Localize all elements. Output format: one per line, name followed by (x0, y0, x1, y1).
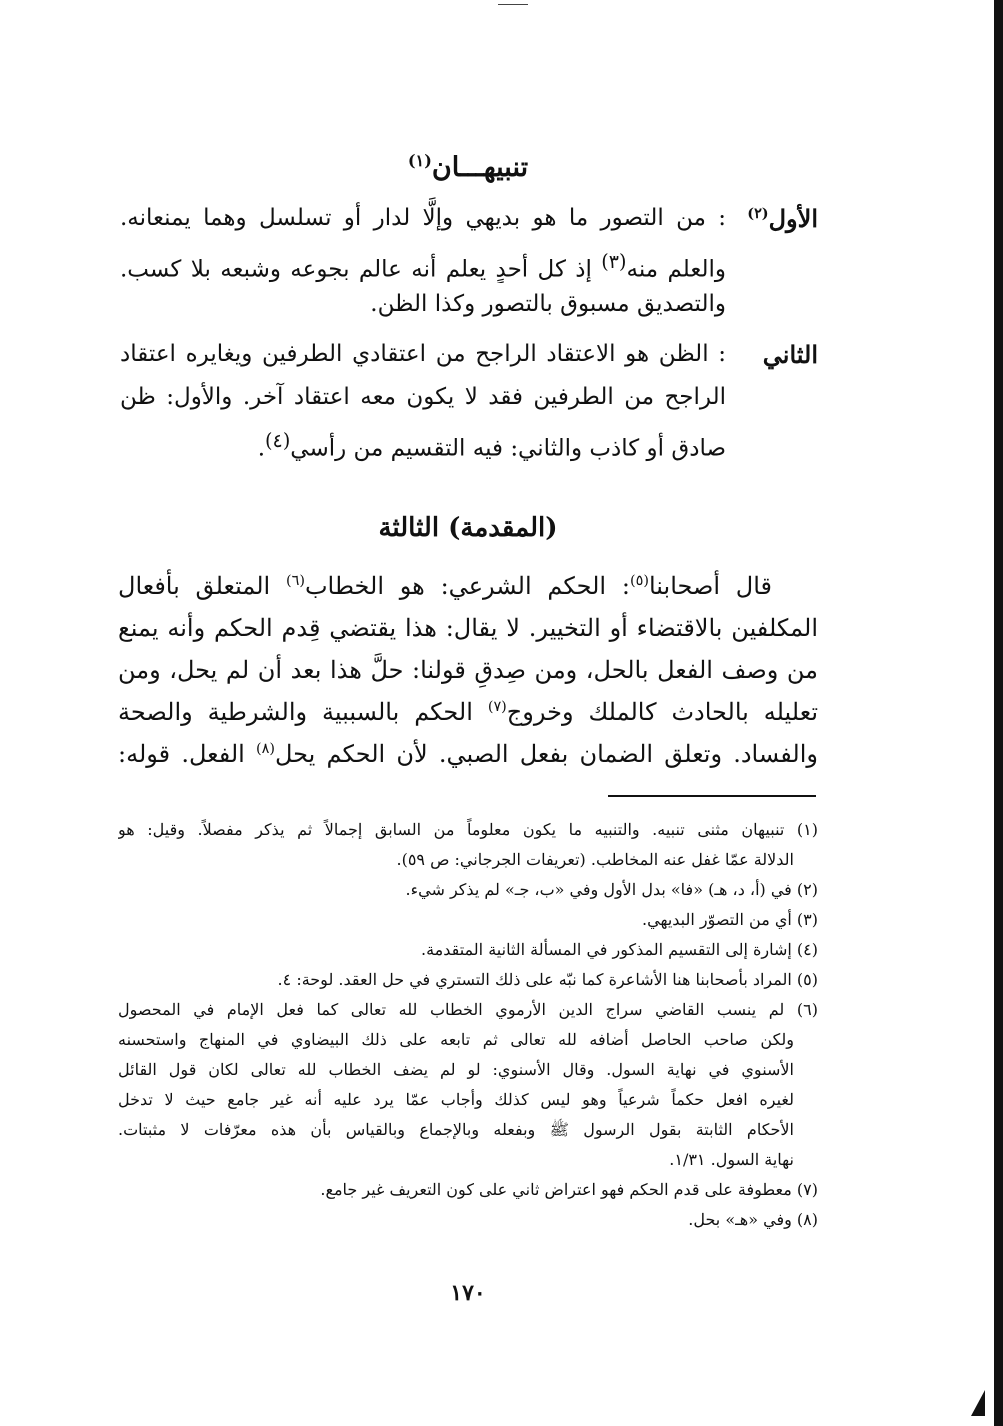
tanbih-term: الثاني (762, 340, 818, 369)
footnote-line: (٧) معطوفة على قدم الحكم فهو اعتراض ثاني على كون التعريف غير جامع. (320, 1180, 818, 1199)
footnote-ref: (٦) (285, 573, 305, 589)
footnote-line: (٤) إشارة إلى التقسيم المذكور في المسألة الثانية المتقدمة. (421, 940, 818, 959)
tanbih-line: صادق أو كاذب والثاني: فيه التقسيم من رأسي$^{(٤)}$. (257, 429, 726, 462)
footnote-line: الأسنوي في نهاية السول. وقال الأسنوي: لو لم يضف الخطاب لله تعالى لكان قول القائل (118, 1060, 794, 1079)
footnotes (118, 815, 818, 1235)
body-line: من وصف الفعل بالحل، ومن صِدقِ قولنا: حلَّ هذا بعد أن لم يحل، ومن (118, 656, 818, 684)
footnote-line: لغيره افعل حكماً شرعياً وهو ليس كذلك وأجاب عمّا يرد عليه أنه غير جامع حيث لا تدخل (118, 1090, 794, 1109)
scan-corner-mark (971, 1390, 985, 1416)
tanbih-term: الأول$^{(٢)}$ (747, 204, 818, 233)
footnote-line: (٨) وفي «هـ» بحل. (688, 1210, 818, 1229)
footnote-ref: (٥) (629, 573, 649, 589)
tanbih-entry-second (118, 333, 818, 462)
section-body (118, 565, 818, 775)
body-line: قال أصحابنا$^{(٥)}$: الحكم الشرعي: هو الخطاب$^{(٦)}$ المتعلق بأفعال (118, 572, 773, 600)
body-line: والفساد. وتعلق الضمان بفعل الصبي. لأن الحكم يحل$^{(٨)}$ الفعل. قوله: (118, 740, 818, 768)
heading-muqaddima: (المقدمة) الثالثة (378, 513, 558, 543)
footnote-ref: (٣) (601, 250, 627, 273)
footnote-line: (٢) في (أ، د، هـ) «فا» بدل الأول وفي «ب، جـ» لم يذكر شيء. (405, 880, 818, 899)
footnote-ref: (١) (407, 151, 432, 170)
tanbih-line: والتصديق مسبوق بالتصور وكذا الظن. (370, 291, 726, 317)
footnote-line: الدلالة عمّا غفل عنه المخاطب. (تعريفات الجرجاني: ص ٥٩). (396, 850, 794, 869)
tanbih-line: : الظن هو الاعتقاد الراجح من اعتقادي الطرفين ويغايره اعتقاد (120, 341, 726, 367)
tanbih-text (120, 197, 726, 326)
tanbih-entry-first (118, 197, 818, 326)
tanbih-line: : من التصور ما هو بديهي وإلَّا لدار أو تسلسل وهما يمنعانه. (120, 205, 726, 231)
page (118, 0, 818, 1426)
scan-edge-bar (994, 0, 1003, 1426)
footnote-line: (٥) المراد بأصحابنا هنا الأشاعرة كما نبّه على ذلك التستري في حل العقد. لوحة: ٤. (277, 970, 818, 989)
footnote-line: (٦) لم ينسب القاضي سراج الدين الأرموي الخطاب لله تعالى كما فعل الإمام في المحصول (118, 1000, 818, 1019)
footnote-line: الأحكام الثابتة بقول الرسول ﷺ وبفعله وبالإجماع وبالقياس بأن هذه معرّفات لا مثبتات. (118, 1120, 794, 1139)
footnote-ref: (٢) (747, 205, 769, 222)
tanbih-line: والعلم منه$^{(٣)}$ إذ كل أحدٍ يعلم أنه عالم بجوعه وشبعه بلا كسب. (120, 250, 726, 283)
footnote-line: نهاية السول. ١/٣١. (669, 1150, 794, 1169)
footnote-ref: (٤) (265, 429, 291, 452)
page-number: ١٧٠ (450, 1280, 486, 1306)
footnote-ref: (٨) (256, 741, 275, 757)
footnote-line: ولكن صاحب الحاصل أضافه لله تعالى ثم تابعه على ذلك البيضاوي في المنهاج واستحسنه (118, 1030, 795, 1049)
body-line: المكلفين بالاقتضاء أو التخيير. لا يقال: هذا يقتضي قِدم الحكم وأنه يمنع (118, 614, 818, 642)
body-line: تعليله بالحادث كالملك وخروج$^{(٧)}$ الحكم بالسببية والشرطية والصحة (118, 698, 818, 726)
tanbih-text (120, 333, 726, 462)
heading-tanbihan: تنبيهـــان$^{(١)}$ (407, 151, 529, 183)
footnote-separator (608, 795, 816, 797)
footnote-ref: (٧) (487, 699, 507, 715)
footnote-line: (٣) أي من التصوّر البديهي. (642, 910, 818, 929)
tanbih-line: الراجح من الطرفين فقد لا يكون معه اعتقاد آخر. والأول: ظن (120, 384, 726, 410)
footnote-line: (١) تنبيهان مثنى تنبيه. والتنبيه ما يكون معلوماً من السابق إجمالاً ثم يذكر مفصلاً. وقيل: هو (118, 820, 818, 839)
